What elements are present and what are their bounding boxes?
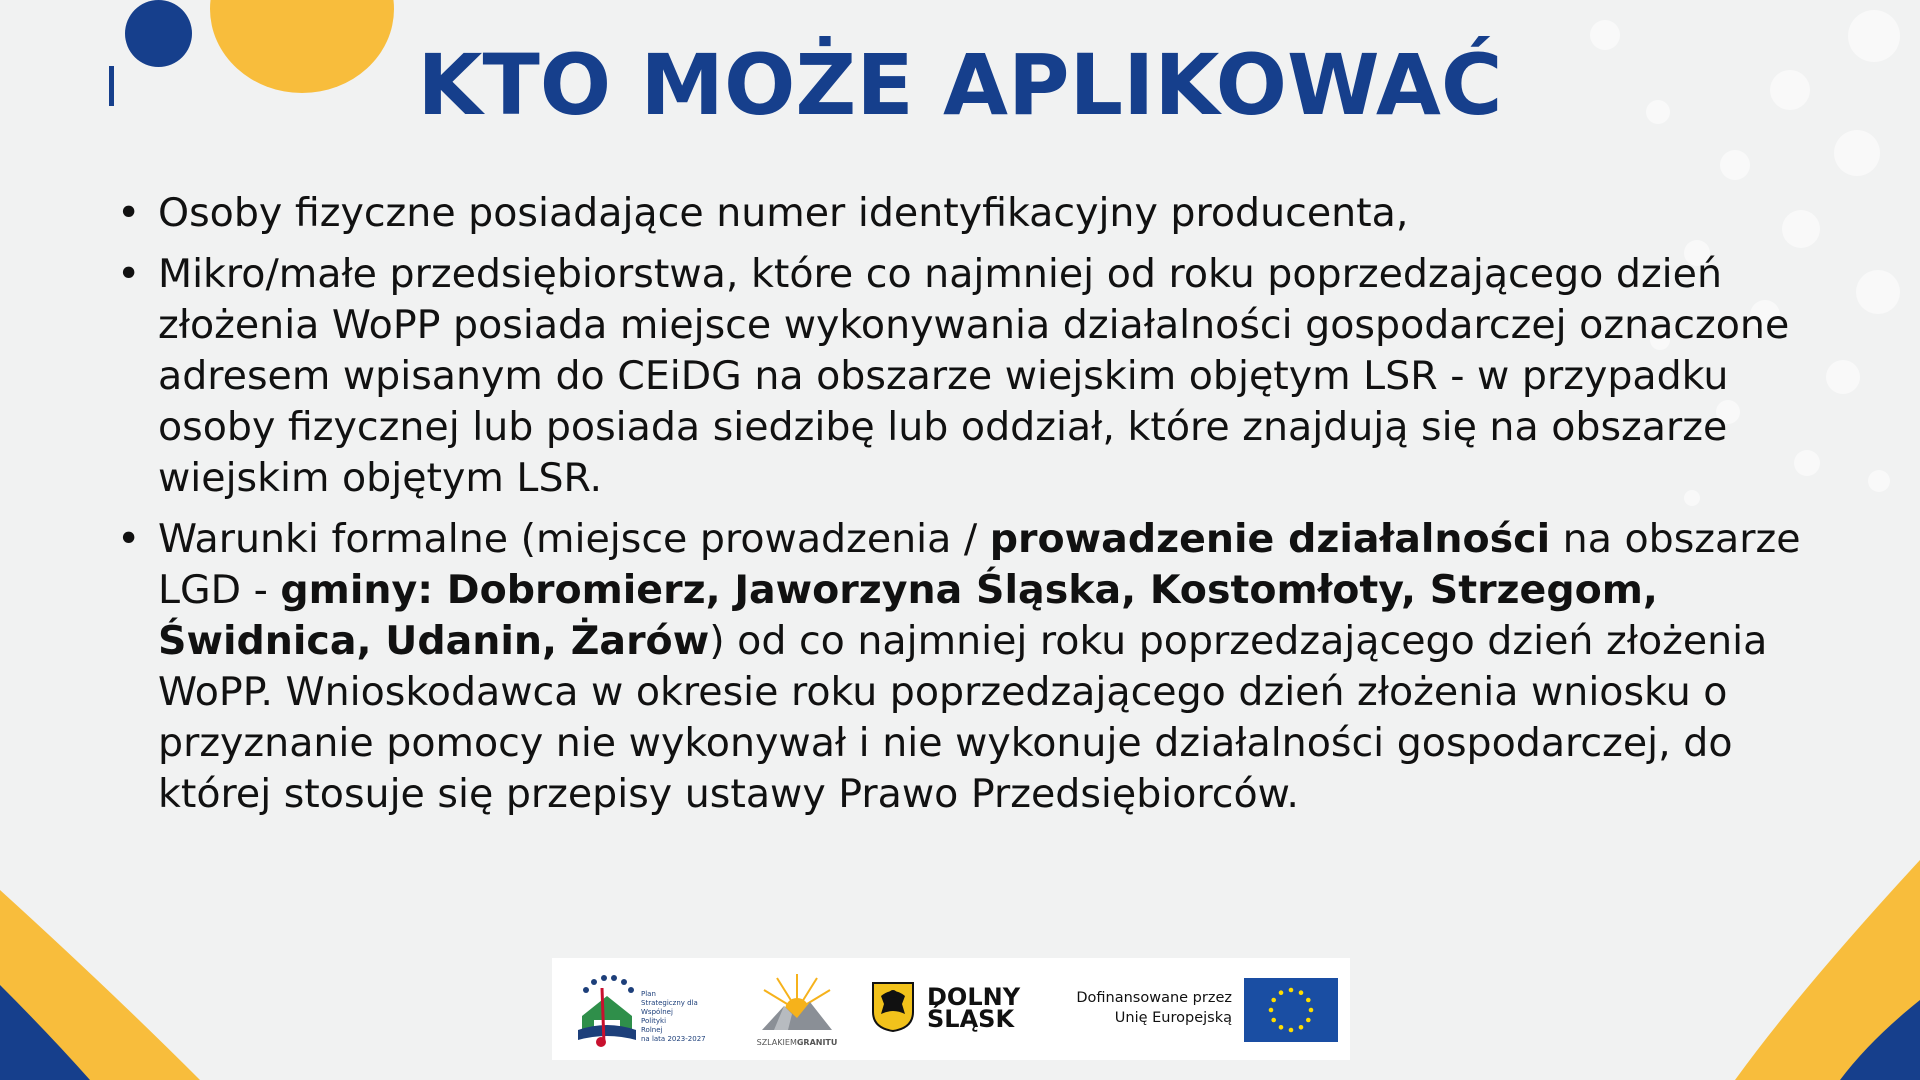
lgd-mountain-sun-icon — [752, 968, 842, 1038]
bullet-item: • Osoby fizyczne posiadające numer identyfikacyjny producenta, — [115, 188, 1835, 239]
bullet-item: • Mikro/małe przedsiębiorstwa, które co najmniej od roku poprzedzającego dzień złożenia WoPP posiada miejsce wykonywania działalności gospodarczej oznaczone adresem wpisanym do CEiDG na obszarze wiejskim objętym LSR - w przypadku osoby fizycznej lub posiada siedzibę lub oddział, które znajdują się na obszarze wiejskim objętym LSR. — [115, 249, 1835, 504]
ps-wpr-line: Wspólnej — [641, 1008, 673, 1016]
eu-cofinancing-text — [1042, 988, 1232, 1028]
ps-wpr-text — [641, 990, 711, 1044]
ps-wpr-line: Strategiczny dla — [641, 999, 698, 1007]
eu-flag-icon — [1244, 978, 1338, 1042]
ps-wpr-line: Polityki — [641, 1017, 667, 1025]
ps-wpr-line: Rolnej — [641, 1026, 663, 1034]
eu-star — [1271, 1018, 1276, 1023]
bullet-bold-text: prowadzenie działalności — [989, 516, 1551, 562]
eu-star — [1269, 1008, 1274, 1013]
bullet-text: na obszarze LGD - — [158, 516, 1801, 613]
bullet-text: Warunki formalne (miejsce prowadzenia / — [158, 516, 990, 562]
ps-wpr-emblem-icon — [574, 968, 640, 1052]
eu-star — [1271, 998, 1276, 1003]
eu-star — [1289, 988, 1294, 993]
eu-star — [1306, 1018, 1311, 1023]
dolny-slask-logo — [872, 982, 1032, 1038]
lgd-name-part: GRANITU — [796, 1038, 838, 1047]
dolny-slask-line: ŚLĄSK — [927, 1005, 1015, 1033]
bullet-text: ) od co najmniej roku poprzedzającego dzień złożenia WoPP. Wnioskodawca w okresie roku poprzedzającego dzień złożenia wniosku o przyznanie pomocy nie wykonywał i nie wykonuje działalności gospodarczej, do której stosuje się przepisy ustawy Prawo Przedsiębiorców. — [158, 618, 1768, 817]
ps-wpr-line: na lata 2023-2027 — [641, 1035, 706, 1043]
eu-star — [1289, 1028, 1294, 1033]
bullet-list — [115, 188, 1835, 830]
eu-star — [1299, 990, 1304, 995]
lgd-name-part: SZLAKIEM — [756, 1038, 797, 1047]
eu-text-line: Dofinansowane przez — [1076, 990, 1232, 1006]
bullet-item — [115, 514, 1835, 820]
logo-bar — [552, 958, 1350, 1060]
dolny-slask-line: DOLNY — [927, 983, 1021, 1011]
eu-star — [1279, 990, 1284, 995]
eu-star — [1306, 998, 1311, 1003]
lgd-name — [752, 1038, 842, 1047]
slide-title: KTO MOŻE APLIKOWAĆ — [417, 36, 1503, 134]
dolny-slask-text — [927, 983, 1021, 1033]
bullet-bold-text: gminy: Dobromierz, Jaworzyna Śląska, Kostomłoty, Strzegom, Świdnica, Udanin, Żarów — [158, 567, 1658, 664]
lgd-szlakiem-granitu-logo — [752, 968, 842, 1052]
dolny-slask-eagle-icon — [872, 982, 914, 1032]
eu-text-line: Unię Europejską — [1114, 1010, 1232, 1026]
ps-wpr-line: Plan — [641, 990, 656, 998]
eu-star — [1299, 1025, 1304, 1030]
eu-star — [1309, 1008, 1314, 1013]
eu-star — [1279, 1025, 1284, 1030]
ps-wpr-logo — [574, 968, 704, 1052]
